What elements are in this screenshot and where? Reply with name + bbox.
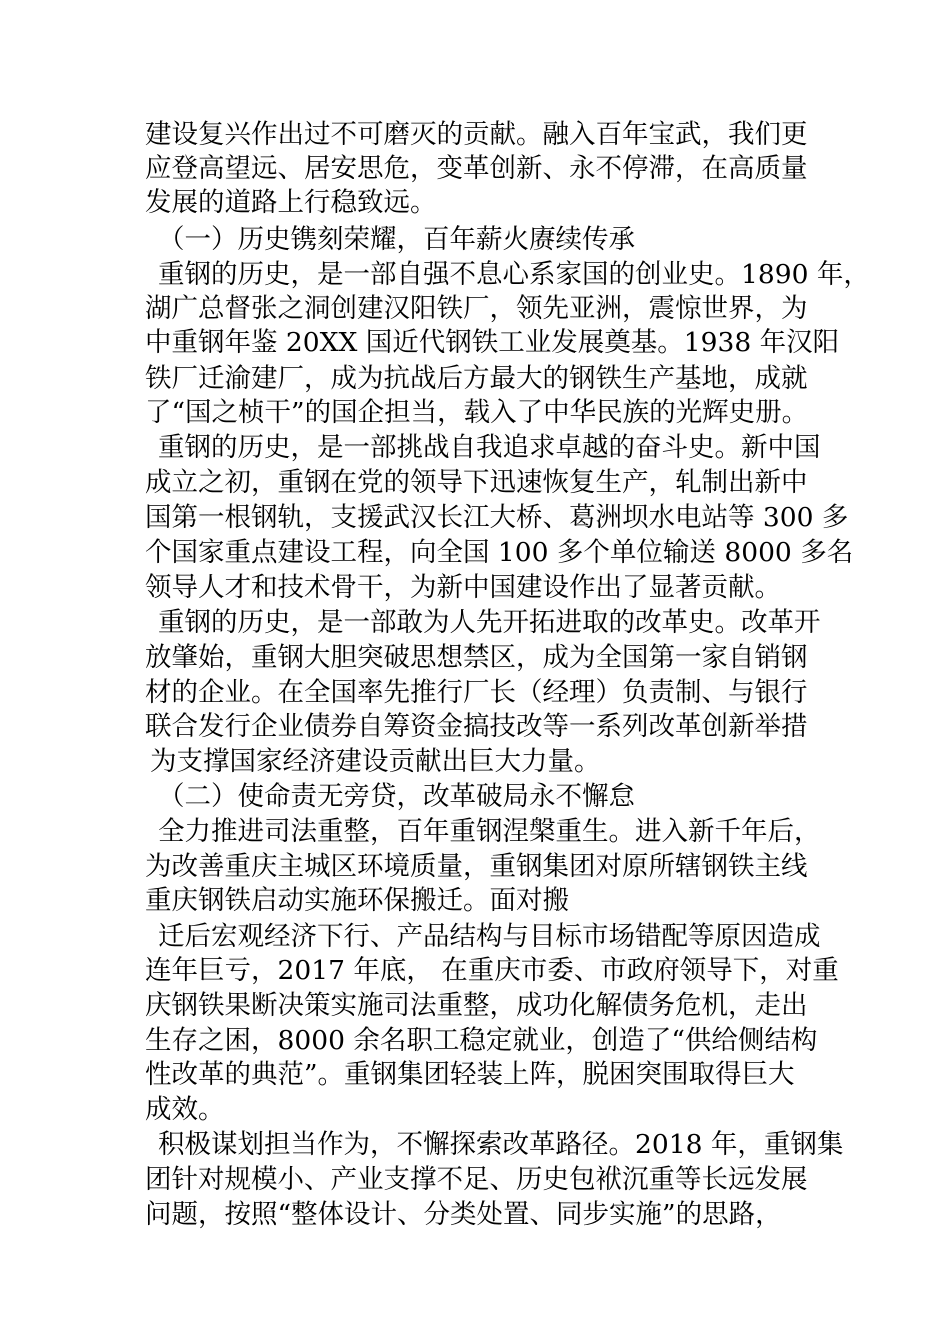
section-heading: （二）使命责无旁贷，改革破局永不懈怠 (158, 781, 635, 812)
text-line: 成效。 (145, 1094, 225, 1125)
text-line: 了“国之桢干”的国企担当，载入了中华民族的光辉史册。 (145, 397, 809, 428)
text-line: 重钢的历史，是一部自强不息心系家国的创业史。1890 年， (158, 259, 870, 290)
text-line: 中重钢年鉴 20XX 国近代钢铁工业发展奠基。1938 年汉阳 (145, 327, 840, 358)
text-line: 发展的道路上行稳致远。 (145, 187, 437, 218)
text-line: 连年巨亏，2017 年底， 在重庆市委、市政府领导下，对重 (145, 955, 839, 986)
text-line: 国第一根钢轨，支援武汉长江大桥、葛洲坝水电站等 300 多 (145, 502, 849, 533)
text-line: 铁厂迁渝建厂，成为抗战后方最大的钢铁生产基地，成就 (145, 363, 808, 394)
text-line: 湖广总督张之洞创建汉阳铁厂，领先亚洲，震惊世界，为 (145, 293, 808, 324)
text-line: 个国家重点建设工程，向全国 100 多个单位输送 8000 多名 (145, 537, 854, 568)
text-line: 为改善重庆主城区环境质量，重钢集团对原所辖钢铁主线 (145, 851, 808, 882)
text-line: 重钢的历史，是一部挑战自我追求卓越的奋斗史。新中国 (158, 432, 821, 463)
text-line: 重庆钢铁启动实施环保搬迁。面对搬 (145, 885, 569, 916)
text-line: 联合发行企业债券自筹资金搞技改等一系列改革创新举措 (145, 711, 808, 742)
text-line: 性改革的典范”。重钢集团轻装上阵，脱困突围取得巨大 (145, 1059, 795, 1090)
text-line: 为支撑国家经济建设贡献出巨大力量。 (150, 746, 601, 777)
text-line: 迁后宏观经济下行、产品结构与目标市场错配等原因造成 (158, 921, 821, 952)
text-line: 积极谋划担当作为，不懈探索改革路径。2018 年，重钢集 (158, 1129, 844, 1160)
text-line: 团针对规模小、产业支撑不足、历史包袱沉重等长远发展 (145, 1164, 808, 1195)
text-line: 庆钢铁果断决策实施司法重整，成功化解债务危机，走出 (145, 990, 808, 1021)
section-heading: （一）历史镌刻荣耀，百年薪火赓续传承 (158, 224, 635, 255)
text-line: 重钢的历史，是一部敢为人先开拓进取的改革史。改革开 (158, 607, 821, 638)
text-line: 建设复兴作出过不可磨灭的贡献。融入百年宝武，我们更 (145, 119, 808, 150)
text-line: 生存之困，8000 余名职工稳定就业，创造了“供给侧结构 (145, 1025, 818, 1056)
text-line: 问题，按照“整体设计、分类处置、同步实施”的思路， (145, 1199, 782, 1230)
text-line: 领导人才和技术骨干，为新中国建设作出了显著贡献。 (145, 572, 781, 603)
text-line: 成立之初，重钢在党的领导下迅速恢复生产，轧制出新中 (145, 467, 808, 498)
text-line: 应登高望远、居安思危，变革创新、永不停滞，在高质量 (145, 153, 808, 184)
text-line: 放肇始，重钢大胆突破思想禁区，成为全国第一家自销钢 (145, 642, 808, 673)
text-line: 材的企业。在全国率先推行厂长（经理）负责制、与银行 (145, 677, 808, 708)
text-line: 全力推进司法重整，百年重钢涅槃重生。进入新千年后， (158, 816, 821, 847)
